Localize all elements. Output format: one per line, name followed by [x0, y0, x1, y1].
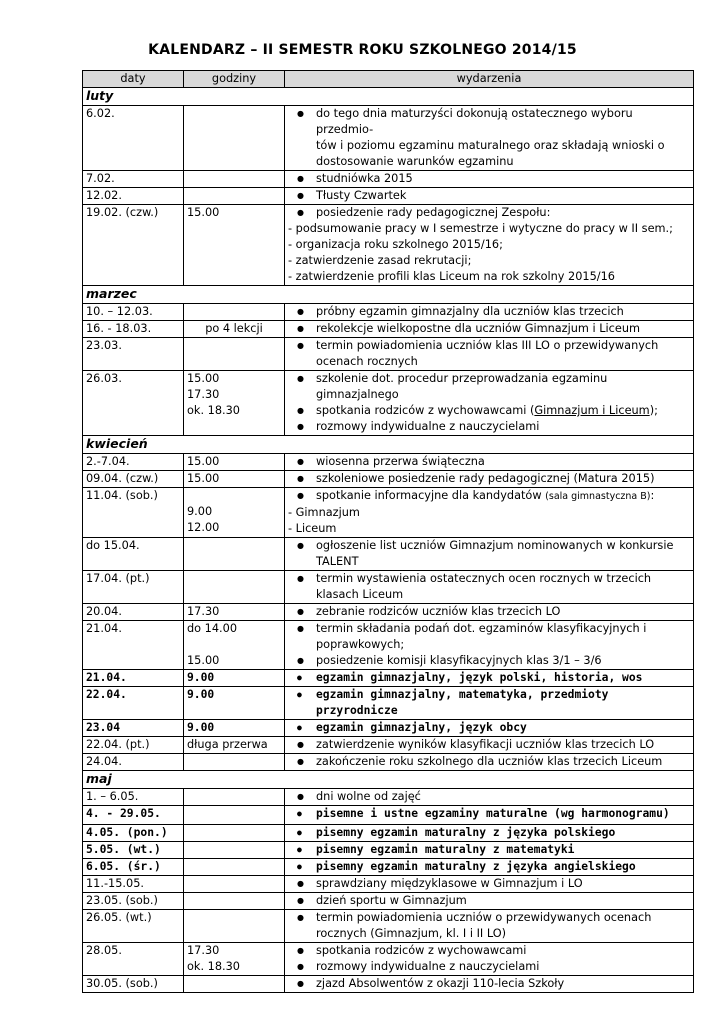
date-cell: 4.05. (pon.) — [83, 825, 184, 842]
table-row — [83, 876, 694, 893]
table-row — [83, 621, 694, 670]
hour-cell: po 4 lekcji — [184, 321, 285, 338]
table-row — [83, 789, 694, 806]
event-cell: ● zjazd Absolwentów z okazji 110-lecia Szkoły — [285, 976, 694, 993]
table-row — [83, 943, 694, 976]
hour-cell: 9.00 — [184, 720, 285, 737]
event-cell: ● posiedzenie rady pedagogicznej Zespołu: - podsumowanie pracy w I semestrze i wytyczne do pracy w II sem.; - organizacja roku szkolnego 2015/16; - zatwierdzenie zasad rekrutacji; - zatwierdzenie profili klas Liceum na rok szkolny 2015/16 — [285, 205, 694, 286]
hour-cell — [184, 171, 285, 188]
table-row — [83, 893, 694, 910]
table-row — [83, 976, 694, 993]
hour-cell — [184, 893, 285, 910]
date-cell: 21.04. — [83, 621, 184, 670]
date-cell: 4. - 29.05. — [83, 806, 184, 825]
event-cell: ● termin powiadomienia uczniów klas III LO o przewidywanych ocenach rocznych — [285, 338, 694, 371]
date-cell: 22.04. — [83, 687, 184, 720]
table-row — [83, 304, 694, 321]
table-row — [83, 604, 694, 621]
date-cell: 23.04 — [83, 720, 184, 737]
hour-cell: 15.00 — [184, 205, 285, 286]
hour-cell — [184, 789, 285, 806]
table-header-row — [83, 71, 694, 88]
event-cell: ● wiosenna przerwa świąteczna — [285, 454, 694, 471]
table-row — [83, 670, 694, 687]
date-cell: 24.04. — [83, 754, 184, 771]
date-cell: 30.05. (sob.) — [83, 976, 184, 993]
month-row-may: maj — [83, 771, 694, 789]
event-cell: ● pisemny egzamin maturalny z matematyki — [285, 842, 694, 859]
date-cell: 6.05. (śr.) — [83, 859, 184, 876]
table-row — [83, 825, 694, 842]
table-row — [83, 737, 694, 754]
hour-cell — [184, 910, 285, 943]
table-row — [83, 321, 694, 338]
date-cell: 09.04. (czw.) — [83, 471, 184, 488]
table-row — [83, 806, 694, 825]
event-cell: ● Tłusty Czwartek — [285, 188, 694, 205]
hour-cell: 9.00 — [184, 670, 285, 687]
hour-cell — [184, 106, 285, 171]
date-cell: 23.05. (sob.) — [83, 893, 184, 910]
table-row — [83, 106, 694, 171]
date-cell: 10. – 12.03. — [83, 304, 184, 321]
hour-cell — [184, 338, 285, 371]
date-cell: 28.05. — [83, 943, 184, 976]
event-cell: ● zakończenie roku szkolnego dla uczniów klas trzecich Liceum — [285, 754, 694, 771]
hour-cell: 17.30 ok. 18.30 — [184, 943, 285, 976]
month-row-feb: luty — [83, 88, 694, 106]
date-cell: 7.02. — [83, 171, 184, 188]
month-row-mar: marzec — [83, 286, 694, 304]
hour-cell: 9.00 12.00 — [184, 488, 285, 538]
date-cell: 26.05. (wt.) — [83, 910, 184, 943]
page-title: KALENDARZ – II SEMESTR ROKU SZKOLNEGO 2014/15 — [148, 42, 577, 58]
event-cell: ● ogłoszenie list uczniów Gimnazjum nominowanych w konkursie TALENT — [285, 538, 694, 571]
table-row — [83, 454, 694, 471]
event-cell: ● sprawdziany międzyklasowe w Gimnazjum i LO — [285, 876, 694, 893]
hour-cell — [184, 859, 285, 876]
date-cell: 23.03. — [83, 338, 184, 371]
date-cell: 1. – 6.05. — [83, 789, 184, 806]
month-row-apr: kwiecień — [83, 436, 694, 454]
event-cell: ● pisemny egzamin maturalny z języka polskiego — [285, 825, 694, 842]
table-row — [83, 687, 694, 720]
table-row — [83, 754, 694, 771]
hour-cell: 15.00 — [184, 454, 285, 471]
event-cell: ● termin powiadomienia uczniów o przewidywanych ocenach rocznych (Gimnazjum, kl. I i II LO) — [285, 910, 694, 943]
event-cell: ● pisemne i ustne egzaminy maturalne (wg harmonogramu) — [285, 806, 694, 825]
hour-cell: 9.00 — [184, 687, 285, 720]
hour-cell — [184, 304, 285, 321]
date-cell: 11.04. (sob.) — [83, 488, 184, 538]
date-cell: 26.03. — [83, 371, 184, 436]
table-row — [83, 488, 694, 538]
table-row — [83, 338, 694, 371]
event-cell: ● spotkanie informacyjne dla kandydatów (sala gimnastyczna B): - Gimnazjum - Liceum — [285, 488, 694, 538]
event-cell: ● egzamin gimnazjalny, język polski, historia, wos — [285, 670, 694, 687]
table-row — [83, 371, 694, 436]
hour-cell — [184, 876, 285, 893]
hour-cell: długa przerwa — [184, 737, 285, 754]
hour-cell — [184, 976, 285, 993]
event-cell: ● szkoleniowe posiedzenie rady pedagogicznej (Matura 2015) — [285, 471, 694, 488]
table-row — [83, 842, 694, 859]
event-cell: ● studniówka 2015 — [285, 171, 694, 188]
event-cell: ● spotkania rodziców z wychowawcami ● rozmowy indywidualne z nauczycielami — [285, 943, 694, 976]
date-cell: 16. - 18.03. — [83, 321, 184, 338]
date-cell: 19.02. (czw.) — [83, 205, 184, 286]
hour-cell: 17.30 — [184, 604, 285, 621]
hour-cell — [184, 754, 285, 771]
hour-cell — [184, 571, 285, 604]
date-cell: 22.04. (pt.) — [83, 737, 184, 754]
hour-cell — [184, 825, 285, 842]
event-cell: ● termin składania podań dot. egzaminów klasyfikacyjnych i poprawkowych; ● posiedzenie komisji klasyfikacyjnych klas 3/1 – 3/6 — [285, 621, 694, 670]
event-cell: ● dzień sportu w Gimnazjum — [285, 893, 694, 910]
event-cell: ● do tego dnia maturzyści dokonują ostatecznego wyboru przedmio- tów i poziomu egzaminu maturalnego oraz składają wnioski o dostosowanie warunków egzaminu — [285, 106, 694, 171]
event-cell: ● termin wystawienia ostatecznych ocen rocznych w trzecich klasach Liceum — [285, 571, 694, 604]
date-cell: 2.-7.04. — [83, 454, 184, 471]
event-cell: ● zebranie rodziców uczniów klas trzecich LO — [285, 604, 694, 621]
date-cell: 17.04. (pt.) — [83, 571, 184, 604]
date-cell: 12.02. — [83, 188, 184, 205]
date-cell: 6.02. — [83, 106, 184, 171]
event-cell: ● zatwierdzenie wyników klasyfikacji uczniów klas trzecich LO — [285, 737, 694, 754]
calendar-table — [82, 70, 694, 993]
date-cell: 20.04. — [83, 604, 184, 621]
table-row — [83, 188, 694, 205]
date-cell: 5.05. (wt.) — [83, 842, 184, 859]
hour-cell: 15.00 — [184, 471, 285, 488]
hour-cell — [184, 188, 285, 205]
date-cell: 11.-15.05. — [83, 876, 184, 893]
table-row — [83, 571, 694, 604]
table-row — [83, 910, 694, 943]
header-hours: godziny — [184, 71, 285, 88]
table-row — [83, 471, 694, 488]
event-cell: ● szkolenie dot. procedur przeprowadzania egzaminu gimnazjalnego ● spotkania rodziców z wychowawcami (Gimnazjum i Liceum); ● rozmowy indywidualne z nauczycielami — [285, 371, 694, 436]
date-cell: do 15.04. — [83, 538, 184, 571]
hour-cell — [184, 538, 285, 571]
header-dates: daty — [83, 71, 184, 88]
event-cell: ● pisemny egzamin maturalny z języka angielskiego — [285, 859, 694, 876]
hour-cell — [184, 842, 285, 859]
event-cell: ● dni wolne od zajęć — [285, 789, 694, 806]
event-cell: ● egzamin gimnazjalny, matematyka, przedmioty przyrodnicze — [285, 687, 694, 720]
hour-cell: 15.00 17.30 ok. 18.30 — [184, 371, 285, 436]
hour-cell: do 14.00 15.00 — [184, 621, 285, 670]
table-row — [83, 720, 694, 737]
table-row — [83, 171, 694, 188]
date-cell: 21.04. — [83, 670, 184, 687]
event-cell: ● egzamin gimnazjalny, język obcy — [285, 720, 694, 737]
event-cell: ● rekolekcje wielkopostne dla uczniów Gimnazjum i Liceum — [285, 321, 694, 338]
table-row — [83, 859, 694, 876]
header-events: wydarzenia — [285, 71, 694, 88]
table-row — [83, 538, 694, 571]
hour-cell — [184, 806, 285, 825]
table-row — [83, 205, 694, 286]
event-cell: ● próbny egzamin gimnazjalny dla uczniów klas trzecich — [285, 304, 694, 321]
